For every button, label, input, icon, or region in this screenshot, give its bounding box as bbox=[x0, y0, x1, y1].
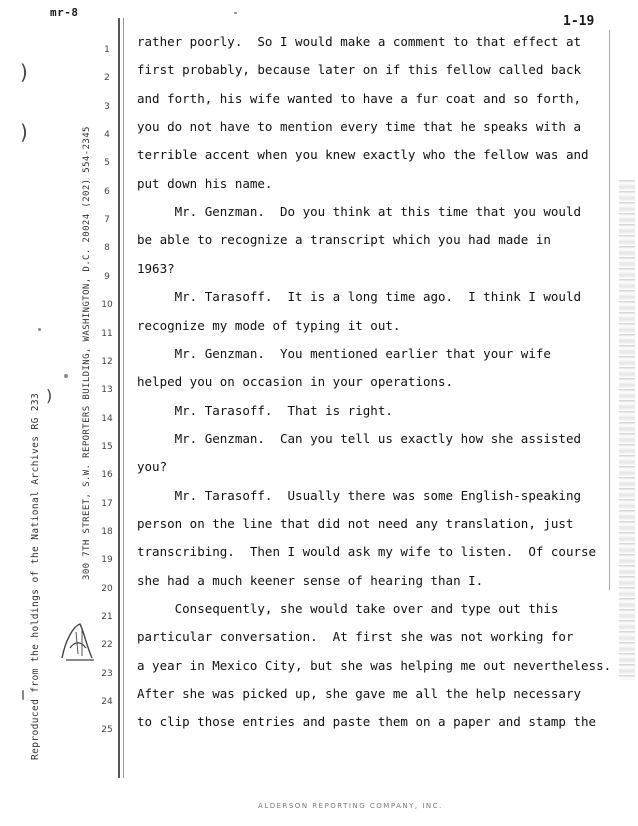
line-number: 11 bbox=[101, 328, 113, 339]
line-number: 2 bbox=[104, 73, 110, 84]
line-number: 10 bbox=[101, 300, 113, 311]
line-number: 25 bbox=[101, 725, 113, 736]
transcript-line: particular conversation. At first she was not working for bbox=[137, 629, 574, 645]
line-number: 20 bbox=[101, 583, 113, 594]
page-number: 1-19 bbox=[563, 14, 595, 29]
line-number: 24 bbox=[101, 697, 113, 708]
line-number: 5 bbox=[104, 158, 110, 169]
punch-hole-mark: ) bbox=[20, 120, 28, 144]
line-number: 14 bbox=[101, 413, 113, 424]
line-number: 21 bbox=[101, 612, 113, 622]
line-number: 22 bbox=[101, 640, 113, 651]
line-number: 3 bbox=[104, 101, 110, 112]
line-number: 7 bbox=[104, 215, 110, 226]
transcript-line: put down his name. bbox=[137, 175, 273, 191]
transcript-line: rather poorly. So I would make a comment to that effect at bbox=[137, 34, 582, 49]
transcript-line: you? bbox=[137, 459, 168, 475]
transcript-line: she had a much keener sense of hearing than I. bbox=[137, 572, 484, 588]
punch-hole-mark: ) bbox=[46, 386, 53, 405]
transcript-line: a year in Mexico City, but she was helping me out nevertheless. bbox=[137, 657, 612, 673]
line-number: 15 bbox=[101, 441, 113, 452]
line-number: 4 bbox=[104, 130, 110, 141]
transcript-line: helped you on occasion in your operations. bbox=[137, 374, 454, 390]
transcript-line: Mr. Genzman. You mentioned earlier that your wife bbox=[137, 345, 551, 361]
left-margin-rule bbox=[118, 18, 120, 778]
scan-speck bbox=[22, 690, 24, 700]
line-number: 19 bbox=[101, 555, 113, 566]
reporting-company: ALDERSON REPORTING COMPANY, INC. bbox=[258, 802, 443, 810]
line-number: 13 bbox=[101, 385, 113, 396]
left-margin-rule-thin bbox=[123, 18, 124, 778]
transcript-line: Mr. Genzman. Can you tell us exactly how she assisted bbox=[137, 430, 582, 446]
line-number: 16 bbox=[101, 470, 113, 481]
transcript-line: transcribing. Then I would ask my wife to listen. Of course bbox=[137, 544, 597, 560]
line-number: 17 bbox=[101, 498, 113, 509]
transcript-line: first probably, because later on if this fellow called back bbox=[137, 62, 582, 78]
line-number: 12 bbox=[101, 356, 113, 367]
line-number: 8 bbox=[104, 243, 110, 254]
transcript-line: Mr. Genzman. Do you think at this time that you would bbox=[137, 204, 582, 220]
scan-noise-strip bbox=[619, 180, 635, 680]
scan-speck bbox=[38, 328, 41, 331]
transcript-line: Mr. Tarasoff. It is a long time ago. I think I would bbox=[137, 289, 582, 305]
transcript-line: 1963? bbox=[137, 260, 175, 276]
transcript-line: you do not have to mention every time that he speaks with a bbox=[137, 119, 582, 135]
transcript-line: After she was picked up, she gave me all the help necessary bbox=[137, 686, 582, 702]
punch-hole-mark: ) bbox=[20, 60, 28, 84]
line-number: 9 bbox=[104, 271, 110, 282]
transcript-line: Consequently, she would take over and type out this bbox=[137, 601, 559, 616]
scan-speck bbox=[234, 12, 237, 14]
right-margin-rule bbox=[609, 30, 610, 590]
transcript-line: be able to recognize a transcript which you had made in bbox=[137, 232, 551, 248]
line-number: 23 bbox=[101, 668, 113, 679]
transcript-line: terrible accent when you knew exactly who the fellow was and bbox=[137, 147, 589, 163]
transcript-line: Mr. Tarasoff. That is right. bbox=[137, 402, 393, 418]
line-number: 18 bbox=[101, 526, 113, 537]
archive-stamp-icon bbox=[56, 618, 100, 666]
transcript-line: recognize my mode of typing it out. bbox=[137, 317, 401, 333]
transcript-line: person on the line that did not need any translation, just bbox=[137, 515, 574, 531]
line-number: 1 bbox=[104, 45, 110, 55]
page-id: mr-8 bbox=[50, 6, 79, 19]
transcript-line: and forth, his wife wanted to have a fur coat and so forth, bbox=[137, 90, 582, 106]
scan-speck bbox=[64, 374, 68, 378]
archives-notice: Reproduced from the holdings of the National Archives RG 233 bbox=[30, 392, 41, 760]
transcript-line: Mr. Tarasoff. Usually there was some English-speaking bbox=[137, 487, 582, 503]
reporter-address: 300 7TH STREET, S.W. REPORTERS BUILDING, WASHINGTON, D.C. 20024 (202) 554-2345 bbox=[82, 126, 92, 580]
line-number: 6 bbox=[104, 186, 110, 197]
transcript-line: to clip those entries and paste them on a paper and stamp the bbox=[137, 714, 597, 730]
